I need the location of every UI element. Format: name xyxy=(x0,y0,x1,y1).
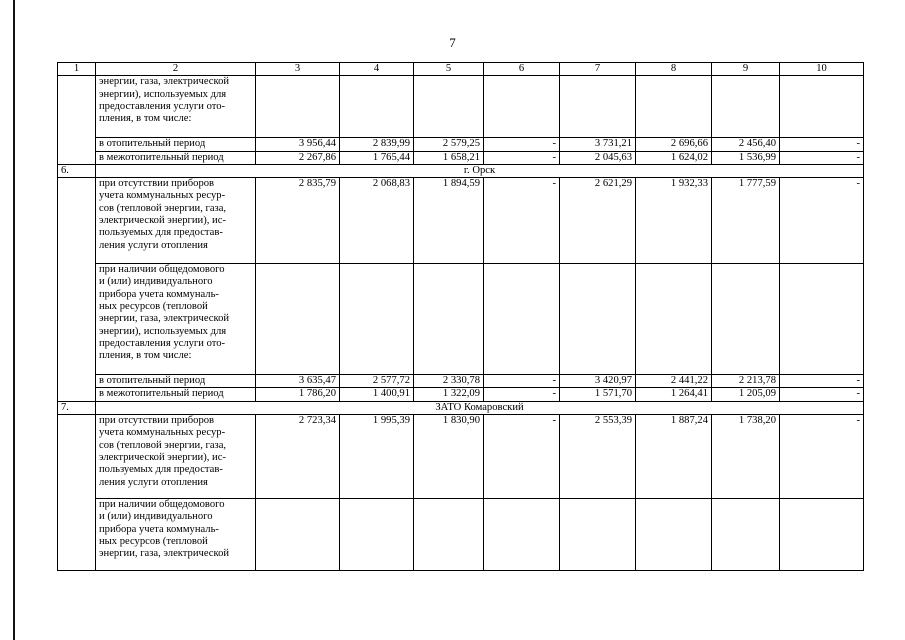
cell-value: 1 624,02 xyxy=(636,151,712,164)
cell-value: 2 267,86 xyxy=(256,151,340,164)
cell-value: - xyxy=(780,415,864,499)
column-header: 5 xyxy=(414,63,484,76)
section-row xyxy=(58,164,864,177)
cell-value: 1 887,24 xyxy=(636,415,712,499)
cell-value: 1 400,91 xyxy=(340,388,414,401)
cell-value: 1 995,39 xyxy=(340,415,414,499)
cell-value: 2 045,63 xyxy=(560,151,636,164)
row-label: в межотопительный период xyxy=(96,388,256,401)
cell-value: - xyxy=(780,178,864,264)
cell-value: - xyxy=(780,375,864,388)
cell-value: 3 731,21 xyxy=(560,138,636,151)
cell-value: 3 635,47 xyxy=(256,375,340,388)
row-description: энергии, газа, электрической энергии), используемых для предоставления услуги ото- пления, в том числе: xyxy=(96,76,256,138)
column-header: 4 xyxy=(340,63,414,76)
column-header: 10 xyxy=(780,63,864,76)
table-row xyxy=(58,499,864,571)
table-row xyxy=(58,76,864,138)
cell-value: 1 571,70 xyxy=(560,388,636,401)
cell-value: 2 835,79 xyxy=(256,178,340,264)
cell-value: 2 330,78 xyxy=(414,375,484,388)
column-header: 8 xyxy=(636,63,712,76)
cell-value: 1 830,90 xyxy=(414,415,484,499)
cell-value: 1 786,20 xyxy=(256,388,340,401)
cell-value: 1 932,33 xyxy=(636,178,712,264)
section-title: г. Орск xyxy=(96,164,864,177)
margin-bar xyxy=(13,0,15,640)
cell-value: 1 205,09 xyxy=(712,388,780,401)
cell-value: 1 264,41 xyxy=(636,388,712,401)
row-description: при отсутствии приборов учета коммунальных ресур- сов (тепловой энергии, газа, электрической энергии), ис- пользуемых для предостав- ления услуги отопления xyxy=(96,415,256,499)
table-row xyxy=(58,415,864,499)
cell-value: 2 213,78 xyxy=(712,375,780,388)
cell-value: 2 441,22 xyxy=(636,375,712,388)
section-number: 6. xyxy=(58,164,96,177)
cell-value: 2 068,83 xyxy=(340,178,414,264)
cell-value: 2 456,40 xyxy=(712,138,780,151)
section-row xyxy=(58,401,864,414)
cell-value: 2 579,25 xyxy=(414,138,484,151)
cell-value: 2 696,66 xyxy=(636,138,712,151)
cell-value: 2 577,72 xyxy=(340,375,414,388)
row-description: при отсутствии приборов учета коммунальных ресур- сов (тепловой энергии, газа, электрической энергии), ис- пользуемых для предостав- ления услуги отопления xyxy=(96,178,256,264)
cell-value: 1 536,99 xyxy=(712,151,780,164)
cell-value: 1 322,09 xyxy=(414,388,484,401)
column-number-row xyxy=(58,63,864,76)
cell-value: - xyxy=(484,151,560,164)
cell-value: - xyxy=(780,138,864,151)
cell-value: 3 956,44 xyxy=(256,138,340,151)
column-header: 2 xyxy=(96,63,256,76)
cell-value: 1 765,44 xyxy=(340,151,414,164)
cell-value: - xyxy=(780,388,864,401)
cell-value: - xyxy=(484,138,560,151)
cell-value: - xyxy=(484,178,560,264)
table-row xyxy=(58,138,864,151)
table-row xyxy=(58,151,864,164)
column-header: 1 xyxy=(58,63,96,76)
section-title: ЗАТО Комаровский xyxy=(96,401,864,414)
cell-value: - xyxy=(484,375,560,388)
row-label: в межотопительный период xyxy=(96,151,256,164)
row-label: в отопительный период xyxy=(96,138,256,151)
cell-value: 2 553,39 xyxy=(560,415,636,499)
row-description: при наличии общедомового и (или) индивидуального прибора учета коммуналь- ных ресурсов (тепловой энергии, газа, электрической xyxy=(96,499,256,571)
cell-value: - xyxy=(780,151,864,164)
page-number: 7 xyxy=(449,35,456,50)
row-description: при наличии общедомового и (или) индивидуального прибора учета коммуналь- ных ресурсов (тепловой энергии, газа, электрической энергии), используемых для предоставления услуги ото- пления, в том числе: xyxy=(96,264,256,375)
cell-value: - xyxy=(484,415,560,499)
table-row xyxy=(58,388,864,401)
cell-value: 2 621,29 xyxy=(560,178,636,264)
column-header: 7 xyxy=(560,63,636,76)
cell-value: 1 658,21 xyxy=(414,151,484,164)
cell-value: 2 839,99 xyxy=(340,138,414,151)
column-header: 6 xyxy=(484,63,560,76)
row-label: в отопительный период xyxy=(96,375,256,388)
cell-value: 1 894,59 xyxy=(414,178,484,264)
cell-value: 1 777,59 xyxy=(712,178,780,264)
cell-value: 1 738,20 xyxy=(712,415,780,499)
column-header: 9 xyxy=(712,63,780,76)
tariff-table xyxy=(57,62,864,571)
cell-value: - xyxy=(484,388,560,401)
section-number: 7. xyxy=(58,401,96,414)
table-row xyxy=(58,178,864,264)
column-header: 3 xyxy=(256,63,340,76)
table-row xyxy=(58,264,864,375)
cell-value: 2 723,34 xyxy=(256,415,340,499)
table-row xyxy=(58,375,864,388)
cell-value: 3 420,97 xyxy=(560,375,636,388)
